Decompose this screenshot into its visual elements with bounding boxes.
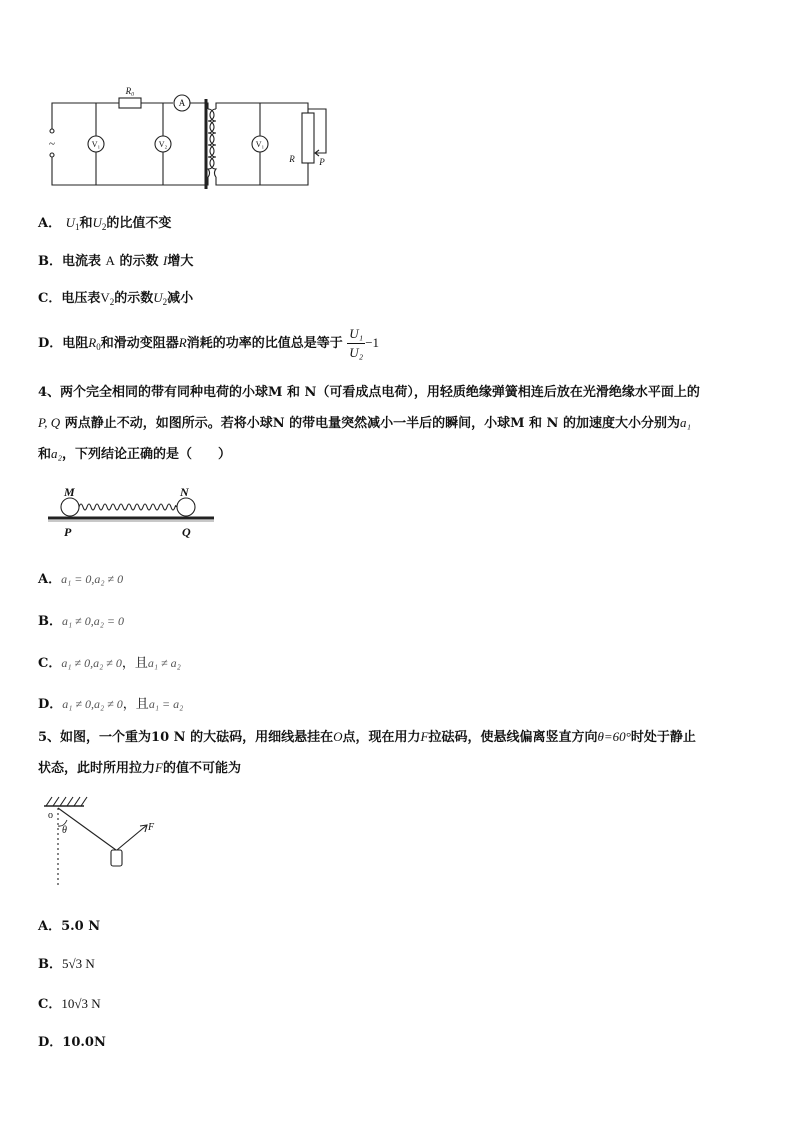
- q5-option-d: D．10.0N: [38, 1035, 106, 1050]
- q3-option-a: A． $U_1$和$U_2$的比值不变: [38, 215, 172, 232]
- label-p: P: [64, 525, 72, 539]
- q5-option-a: A．5.0 N: [38, 919, 101, 934]
- question-5: [38, 722, 762, 784]
- label-o: o: [48, 810, 53, 821]
- ball-m: [61, 498, 79, 516]
- q5-line-2: 状态，此时所用拉力F的值不可能为: [38, 760, 241, 776]
- label-m: M: [64, 485, 75, 499]
- v1-label: V₁: [91, 140, 101, 149]
- q4-option-b: B．a₁ ≠ 0,a₂ = 0: [38, 614, 125, 629]
- resistor-r0: [119, 98, 141, 108]
- v2-label: V₂: [158, 140, 168, 149]
- q4-line-2: P, Q 两点静止不动，如图所示。若将小球N 的带电量突然减小一半后的瞬间，小球M 和 N 的加速度大小分别为a₁: [38, 415, 691, 431]
- q3-option-c: C．电压表$V_2$的示数$U_2$减小: [38, 290, 194, 307]
- q4-option-d: D．a₁ ≠ 0,a₂ ≠ 0，且a₁ = a₂: [38, 696, 184, 712]
- q5-option-b: B．5√3 N: [38, 956, 95, 972]
- source-terminal-top: [50, 129, 54, 133]
- q4-line-1: 4、两个完全相同的带有同种电荷的小球M 和 N（可看成点电荷），用轻质绝缘弹簧相连后放在光滑绝缘水平面上的: [38, 385, 700, 400]
- transformer-circuit-figure: [40, 85, 340, 193]
- q4-option-c: C．a₁ ≠ 0,a₂ ≠ 0，且a₁ ≠ a₂: [38, 655, 181, 671]
- q5-option-c: C．10√3 N: [38, 996, 101, 1012]
- q3-option-b: B．电流表 A 的示数 I增大: [38, 253, 194, 269]
- label-f: F: [148, 822, 155, 833]
- hanging-weight-figure: [40, 792, 170, 888]
- r0-label: R₀: [125, 86, 135, 96]
- q4-line-3: 和a₂，下列结论正确的是（ ）: [38, 446, 232, 462]
- weight: [111, 850, 122, 866]
- fraction-u1-u2: $\frac{\text{U₁}}{\text{U₂}}$: [349, 326, 364, 360]
- source-label: ~: [49, 138, 55, 150]
- p-label: P: [319, 157, 325, 167]
- ball-n: [177, 498, 195, 516]
- label-theta: θ: [62, 825, 67, 836]
- label-n: N: [180, 485, 189, 499]
- ammeter-label: A: [178, 98, 186, 108]
- q3-option-d: D．电阻$R_0$和滑动变阻器R消耗的功率的比值总是等于 $\frac{\text{U₁}}{\text{U₂}}$ −1: [38, 326, 380, 360]
- q4-option-a: A．a₁ = 0,a₂ ≠ 0: [38, 572, 124, 587]
- source-terminal-bottom: [50, 153, 54, 157]
- force-f: [117, 825, 147, 850]
- r-label: R: [289, 154, 295, 164]
- spring-balls-figure: [44, 484, 224, 540]
- question-4: [38, 378, 762, 470]
- v1b-label: V₁: [255, 140, 265, 149]
- rheostat-r: [302, 113, 314, 163]
- q5-line-1: 5、如图，一个重为10 N 的大砝码，用细线悬挂在O点，现在用力F拉砝码，使悬线偏离竖直方向θ=60°时处于静止: [38, 729, 696, 745]
- spring: [79, 504, 176, 510]
- label-q: Q: [182, 525, 191, 539]
